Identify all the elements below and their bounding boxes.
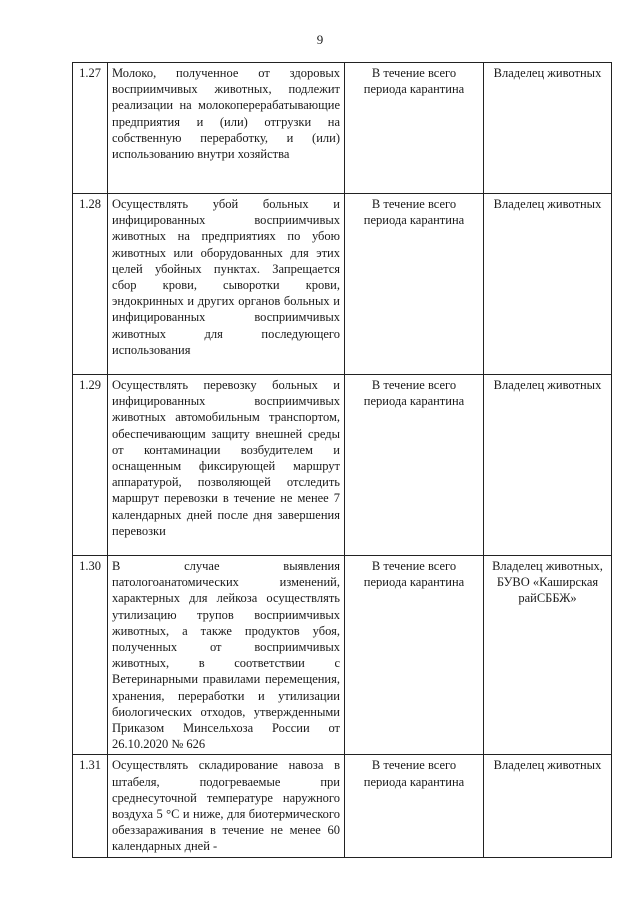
page-number: 9 <box>316 32 324 47</box>
term-text: В течение всего периода карантина <box>345 375 484 556</box>
item-number: 1.30 <box>73 556 108 755</box>
table-row <box>73 755 612 857</box>
measure-text: Осуществлять складирование навоза в штабеля, подогреваемые при среднесуточной температуре наружного воздуха 5 °С и ниже, для биотермического обеззараживания в течение не менее 60 календарных дней - <box>108 755 345 857</box>
measure-text: Осуществлять перевозку больных и инфицированных восприимчивых животных автомобильным транспортом, обеспечивающим защиту внешней среды от контаминации возбудителем и оснащенным фиксирующей маршрут аппаратурой, позволяющей отследить маршрут перевозки в течение не менее 7 календарных дней после дня завершения перевозки <box>108 375 345 556</box>
responsible-text: Владелец животных <box>484 755 612 857</box>
table-row <box>73 556 612 755</box>
responsible-text: Владелец животных <box>484 375 612 556</box>
measure-text: Осуществлять убой больных и инфицированных восприимчивых животных на предприятиях по убою животных или оборудованных для этих целей убойных пунктах. Запрещается сбор крови, сыворотки крови, эндокринных и других органов больных и инфицированных восприимчивых животных для последующего использования <box>108 194 345 375</box>
term-text: В течение всего периода карантина <box>345 556 484 755</box>
table-row <box>73 63 612 194</box>
item-number: 1.28 <box>73 194 108 375</box>
term-text: В течение всего периода карантина <box>345 755 484 857</box>
item-number: 1.29 <box>73 375 108 556</box>
table-row <box>73 194 612 375</box>
term-text: В течение всего периода карантина <box>345 63 484 194</box>
measure-text: Молоко, полученное от здоровых восприимчивых животных, подлежит реализации на молокоперерабатывающие предприятия и (или) отгрузки на собственную переработку, и (или) использованию внутри хозяйства <box>108 63 345 194</box>
table-row <box>73 375 612 556</box>
responsible-text: Владелец животных <box>484 194 612 375</box>
measures-table <box>72 62 612 858</box>
measure-text: В случае выявления патологоанатомических изменений, характерных для лейкоза осуществлять утилизацию трупов восприимчивых животных, а также продуктов убоя, полученных от восприимчивых животных, в соответствии с Ветеринарными правилами перемещения, хранения, переработки и утилизации биологических отходов, утвержденными Приказом Минсельхоза России от 26.10.2020 № 626 <box>108 556 345 755</box>
term-text: В течение всего периода карантина <box>345 194 484 375</box>
item-number: 1.31 <box>73 755 108 857</box>
item-number: 1.27 <box>73 63 108 194</box>
responsible-text: Владелец животных, БУВО «Каширская райСББЖ» <box>484 556 612 755</box>
responsible-text: Владелец животных <box>484 63 612 194</box>
